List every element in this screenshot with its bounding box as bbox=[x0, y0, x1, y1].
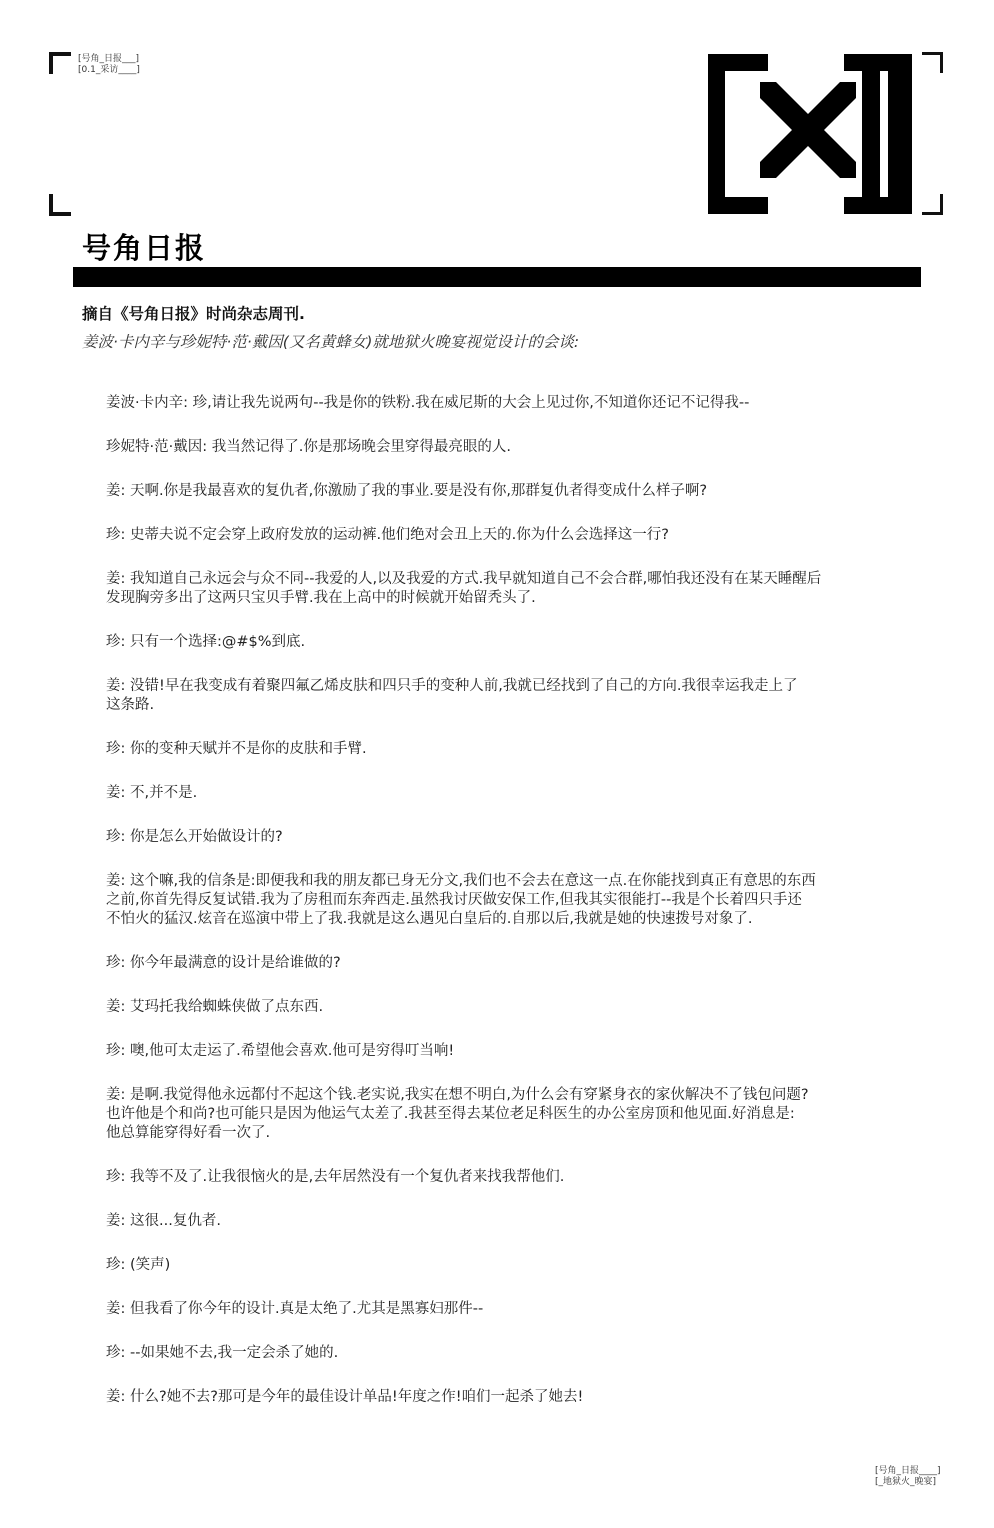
article-subtitle: 姜波·卡内辛与珍妮特·范·戴因(又名黄蜂女)就地狱火晚宴视觉设计的会谈: bbox=[82, 333, 580, 351]
dialogue-line: 姜波·卡内辛: 珍,请让我先说两句--我是你的铁粉.我在威尼斯的大会上见过你,不知道你还记不记得我-- bbox=[106, 395, 750, 411]
dialogue-line: 姜: 什么?她不去?那可是今年的最佳设计单品!年度之作!咱们一起杀了她去! bbox=[106, 1389, 584, 1405]
dialogue-line: 姜: 这个嘛,我的信条是:即便我和我的朋友都已身无分文,我们也不会去在意这一点.在你能找到真正有意思的东西 之前,你首先得反复试错.我为了房租而东奔西走.虽然我讨厌做安保工作,但我其实很能打--我是个长着四只手还 不怕火的猛汉.炫音在巡演中带上了我.我就是这么遇见白皇后的.自那以后,我就是她的快速拨号对象了. bbox=[106, 873, 816, 927]
interview-transcript bbox=[106, 394, 906, 1432]
section-tag-line-2: [0.1_采访____] bbox=[78, 65, 140, 75]
corner-bracket-top-right bbox=[922, 52, 943, 73]
section-tag-line-1: [号角_日报___] bbox=[78, 54, 140, 64]
dialogue-line: 姜: 天啊.你是我最喜欢的复仇者,你激励了我的事业.要是没有你,那群复仇者得变成什么样子啊? bbox=[106, 483, 708, 499]
corner-bracket-bottom-left bbox=[49, 194, 71, 216]
dialogue-line: 姜: 但我看了你今年的设计.真是太绝了.尤其是黑寡妇那件-- bbox=[106, 1301, 484, 1317]
dialogue-line: 珍: (笑声) bbox=[106, 1257, 171, 1273]
dialogue-line: 姜: 没错!早在我变成有着聚四氟乙烯皮肤和四只手的变种人前,我就已经找到了自己的方向.我很幸运我走上了 这条路. bbox=[106, 678, 798, 713]
dialogue-line: 姜: 我知道自己永远会与众不同--我爱的人,以及我爱的方式.我早就知道自己不会合群,哪怕我还没有在某天睡醒后 发现胸旁多出了这两只宝贝手臂.我在上高中的时候就开始留秃头了. bbox=[106, 571, 822, 606]
footer-tag bbox=[875, 1466, 941, 1488]
corner-bracket-top-left bbox=[49, 52, 71, 74]
dialogue-line: 珍: 你是怎么开始做设计的? bbox=[106, 829, 283, 845]
dialogue-line: 珍: 噢,他可太走运了.希望他会喜欢.他可是穷得叮当响! bbox=[106, 1043, 455, 1059]
dialogue-line: 珍: --如果她不去,我一定会杀了她的. bbox=[106, 1345, 339, 1361]
footer-tag-line-2: [_地狱火_晚宴] bbox=[875, 1477, 937, 1487]
dialogue-line: 珍妮特·范·戴因: 我当然记得了.你是那场晚会里穿得最亮眼的人. bbox=[106, 439, 511, 455]
dialogue-line: 珍: 只有一个选择:@#$%到底. bbox=[106, 634, 306, 650]
masthead-rule bbox=[73, 267, 921, 287]
corner-bracket-bottom-right bbox=[922, 194, 943, 215]
section-tag bbox=[78, 54, 140, 76]
dialogue-line: 珍: 你今年最满意的设计是给谁做的? bbox=[106, 955, 341, 971]
dialogue-line: 珍: 我等不及了.让我很恼火的是,去年居然没有一个复仇者来找我帮他们. bbox=[106, 1169, 565, 1185]
x-bracket-logo-icon bbox=[708, 54, 912, 214]
dialogue-line: 姜: 艾玛托我给蜘蛛侠做了点东西. bbox=[106, 999, 324, 1015]
dialogue-line: 姜: 这很...复仇者. bbox=[106, 1213, 221, 1229]
article-source: 摘自《号角日报》时尚杂志周刊. bbox=[82, 305, 305, 323]
dialogue-line: 姜: 是啊.我觉得他永远都付不起这个钱.老实说,我实在想不明白,为什么会有穿紧身衣的家伙解决不了钱包问题? 也许他是个和尚?也可能只是因为他运气太差了.我甚至得去某位老足科医生的办公室房顶和他见面.好消息是: 他总算能穿得好看一次了. bbox=[106, 1087, 809, 1141]
masthead-title: 号角日报 bbox=[82, 231, 207, 265]
dialogue-line: 姜: 不,并不是. bbox=[106, 785, 198, 801]
footer-tag-line-1: [号角_日报____] bbox=[875, 1466, 941, 1476]
dialogue-line: 珍: 史蒂夫说不定会穿上政府发放的运动裤.他们绝对会丑上天的.你为什么会选择这一行? bbox=[106, 527, 669, 543]
dialogue-line: 珍: 你的变种天赋并不是你的皮肤和手臂. bbox=[106, 741, 367, 757]
